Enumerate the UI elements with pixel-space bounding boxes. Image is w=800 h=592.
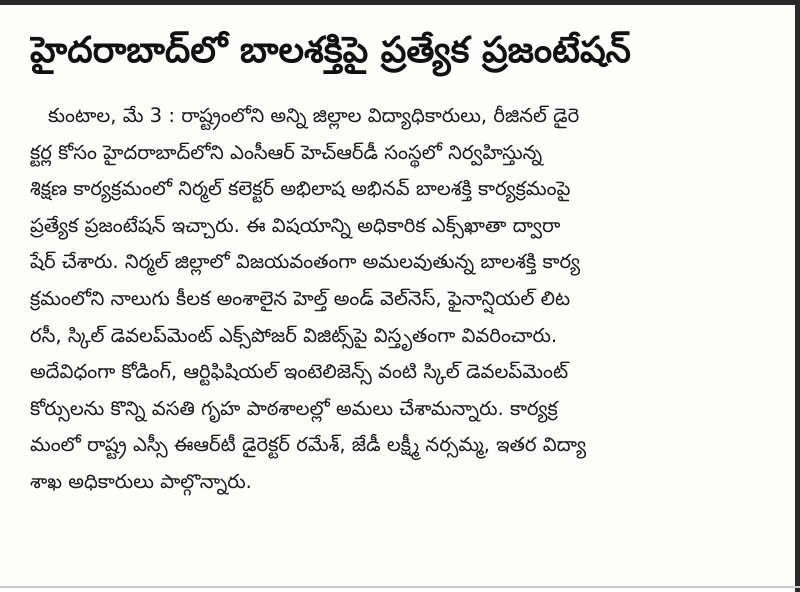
bottom-border-rule bbox=[0, 586, 800, 588]
article-body-line: రసీ, స్కిల్ డెవలప్‌మెంట్ ఎక్స్‌పోజర్ విజిట్స్‌పై విస్తృతంగా వివరించారు. bbox=[30, 323, 558, 347]
article-body bbox=[30, 98, 774, 501]
article-body-line: షేర్ చేశారు. నిర్మల్ జిల్లాలో విజయవంతంగా అమలవుతున్న బాలశక్తి కార్య bbox=[30, 250, 581, 274]
article-body-line: కోర్సులను కొన్ని వసతి గృహ పాఠశాలల్లో అమలు చేశామన్నారు. కార్యక్ర bbox=[30, 396, 558, 420]
article-body-line: శిక్షణ కార్యక్రమంలో నిర్మల్ కలెక్టర్ అభిలాష అభినవ్ బాలశక్తి కార్యక్రమంపై bbox=[30, 177, 571, 201]
top-border-rule bbox=[0, 0, 800, 5]
article-body-line: క్రమంలోని నాలుగు కీలక అంశాలైన హెల్త్ అండ్ వెల్‌నెస్, ఫైనాన్షియల్ లిట bbox=[30, 286, 571, 310]
right-border-rule bbox=[795, 0, 800, 592]
article-body-line: కుంటాల, మే 3 : రాష్ట్రంలోని అన్ని జిల్లాల విద్యాధికారులు, రీజినల్ డైరె bbox=[48, 104, 580, 127]
article-body-line: క్టర్ల కోసం హైదరాబాద్‌లోని ఎంసీఆర్ హెచ్‌ఆర్‌డీ సంస్థలో నిర్వహిస్తున్న bbox=[30, 140, 543, 164]
article-body-line: శాఖ అధికారులు పాల్గొన్నారు. bbox=[30, 469, 252, 493]
article-body-line: అదేవిధంగా కోడింగ్, ఆర్టిఫిషియల్ ఇంటెలిజెన్స్ వంటి స్కిల్ డెవలప్‌మెంట్ bbox=[30, 360, 569, 384]
article-body-line: ప్రత్యేక ప్రజంటేషన్ ఇచ్చారు. ఈ విషయాన్ని అధికారిక ఎక్స్‌ఖాతా ద్వారా bbox=[30, 213, 561, 237]
headline: హైదరాబాద్‌లో బాలశక్తిపై ప్రత్యేక ప్రజంటేషన్ bbox=[30, 30, 631, 71]
article-body-line: మంలో రాష్ట్ర ఎస్సీ ఈఆర్‌టీ డైరెక్టర్ రమేశ్, జేడీ లక్ష్మీ నర్సమ్మ, ఇతర విద్యా bbox=[30, 433, 587, 457]
